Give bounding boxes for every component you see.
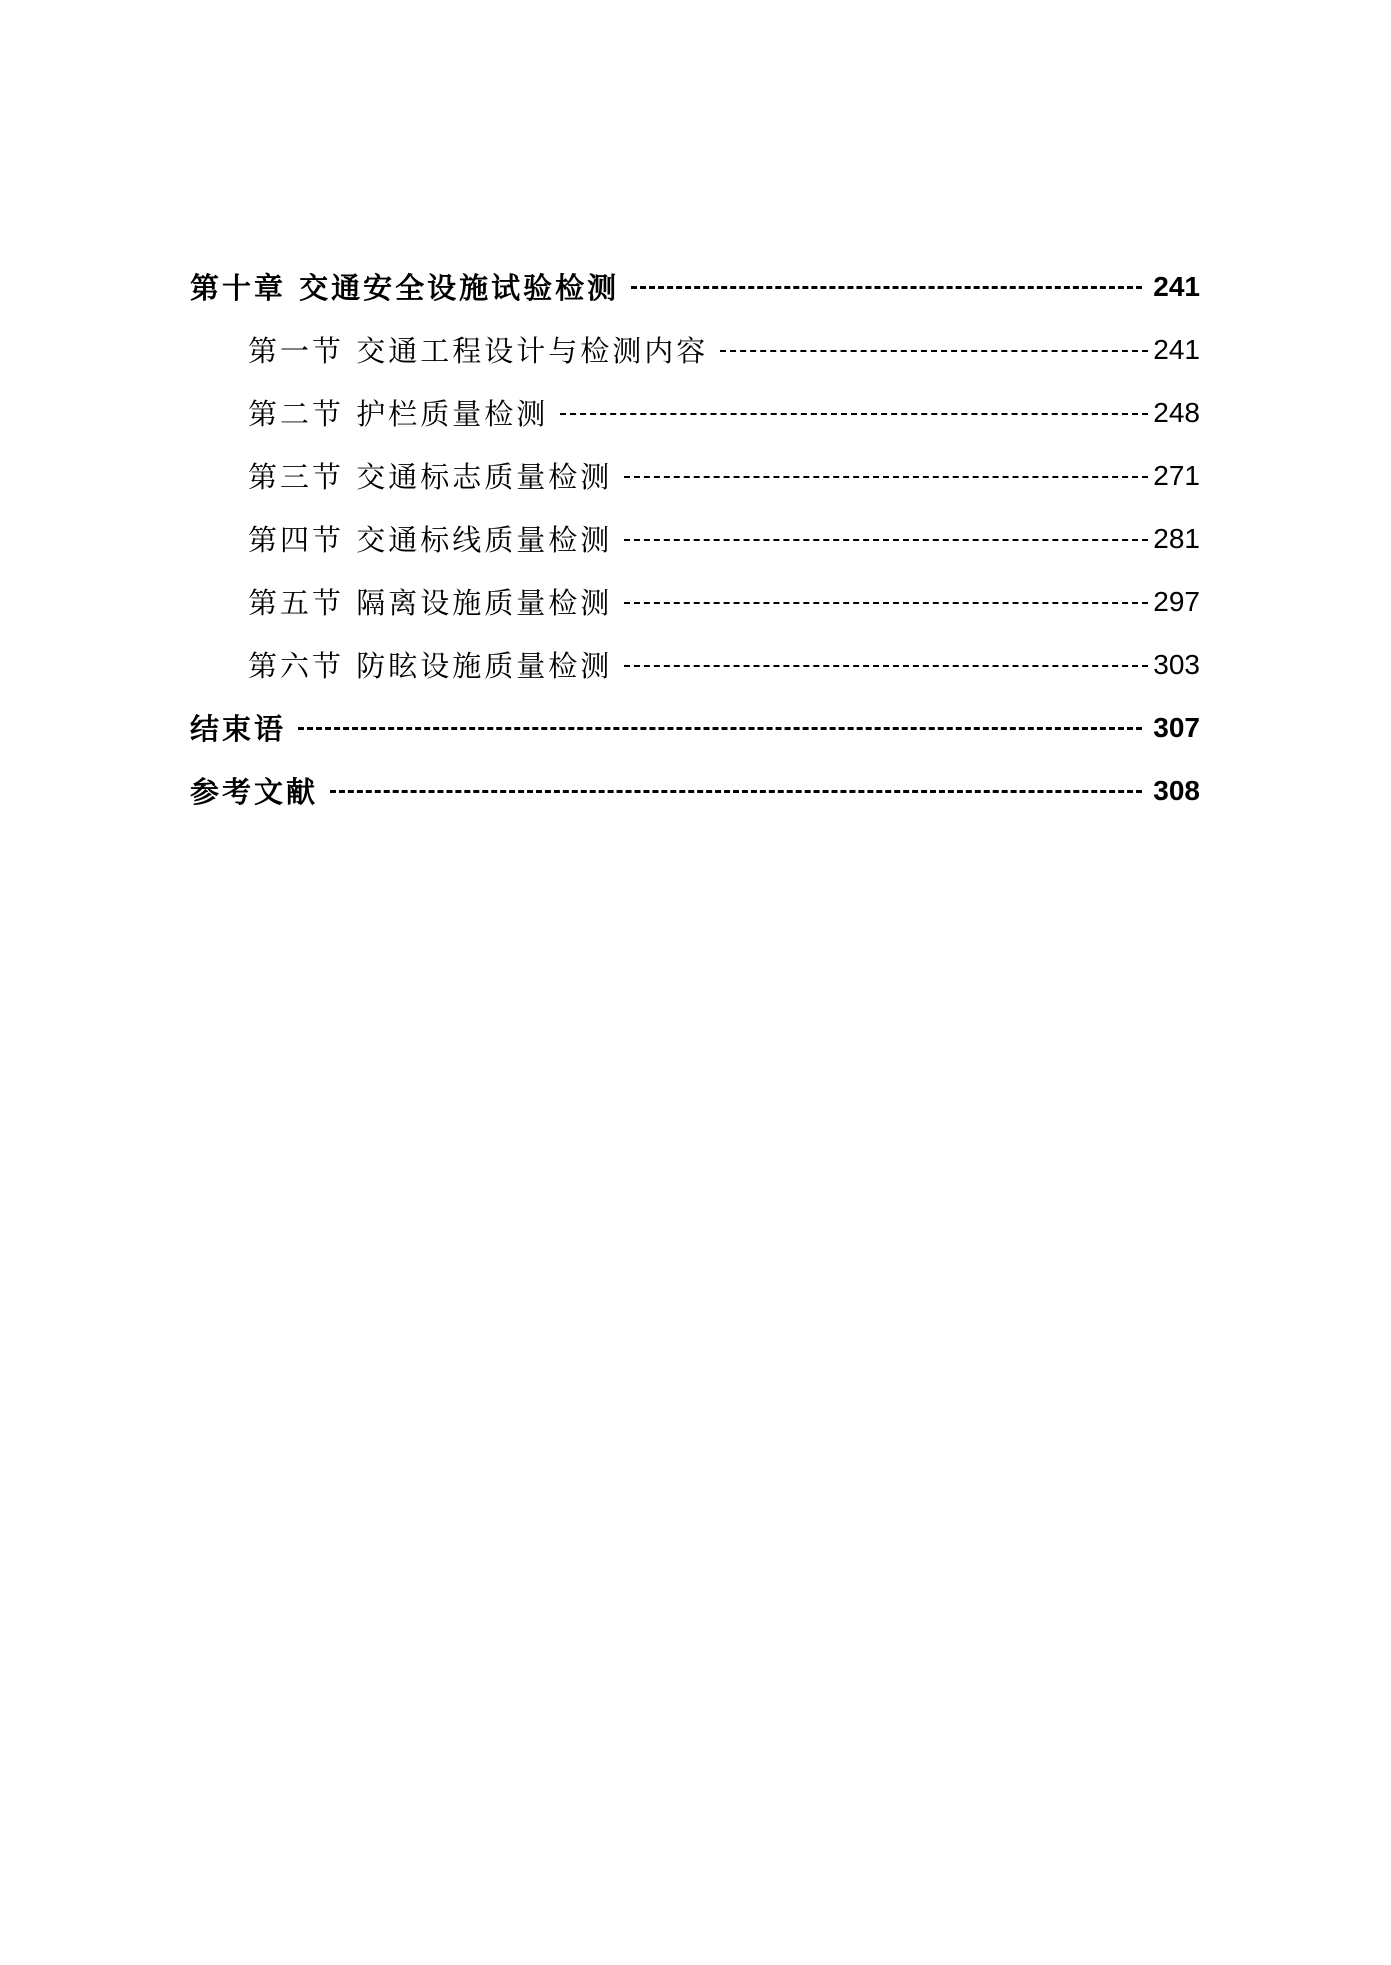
toc-entry-page-number: 281 xyxy=(1153,522,1200,554)
toc-entry-section-4[interactable] xyxy=(190,507,1200,570)
toc-entry-section-5[interactable] xyxy=(190,570,1200,633)
toc-entry-title: 第十章 交通安全设施试验检测 xyxy=(190,271,620,305)
toc-entry-conclusion[interactable] xyxy=(190,696,1200,759)
toc-entry-page-number: 303 xyxy=(1153,648,1200,680)
toc-entry-page-number: 241 xyxy=(1153,270,1200,302)
toc-entry-page-number: 307 xyxy=(1153,711,1200,743)
toc-entry-section-3[interactable] xyxy=(190,444,1200,507)
toc-entry-title: 第六节 防眩设施质量检测 xyxy=(248,649,613,683)
toc-entry-title: 第一节 交通工程设计与检测内容 xyxy=(248,334,709,368)
toc-entry-section-1[interactable] xyxy=(190,318,1200,381)
toc-dot-leader xyxy=(560,413,1148,415)
toc-dot-leader xyxy=(631,286,1142,289)
toc-entry-chapter-10[interactable] xyxy=(190,255,1200,318)
toc-entry-title: 结束语 xyxy=(190,712,287,746)
toc-entry-page-number: 308 xyxy=(1153,774,1200,806)
toc-dot-leader xyxy=(330,790,1142,793)
toc-entry-references[interactable] xyxy=(190,759,1200,822)
toc-entry-title: 第五节 隔离设施质量检测 xyxy=(248,586,613,620)
toc-entry-page-number: 241 xyxy=(1153,333,1200,365)
toc-entry-title: 第四节 交通标线质量检测 xyxy=(248,523,613,557)
toc-dot-leader xyxy=(624,602,1148,604)
toc-entry-title: 第二节 护栏质量检测 xyxy=(248,397,549,431)
toc-entry-title: 参考文献 xyxy=(190,775,319,809)
toc-entry-page-number: 271 xyxy=(1153,459,1200,491)
toc-entry-page-number: 248 xyxy=(1153,396,1200,428)
toc-dot-leader xyxy=(298,727,1142,730)
toc-entry-section-2[interactable] xyxy=(190,381,1200,444)
toc-dot-leader xyxy=(624,539,1148,541)
toc-dot-leader xyxy=(624,476,1148,478)
toc-entry-page-number: 297 xyxy=(1153,585,1200,617)
table-of-contents xyxy=(190,255,1200,822)
toc-dot-leader xyxy=(624,665,1148,667)
toc-entry-section-6[interactable] xyxy=(190,633,1200,696)
toc-dot-leader xyxy=(720,350,1148,352)
toc-entry-title: 第三节 交通标志质量检测 xyxy=(248,460,613,494)
